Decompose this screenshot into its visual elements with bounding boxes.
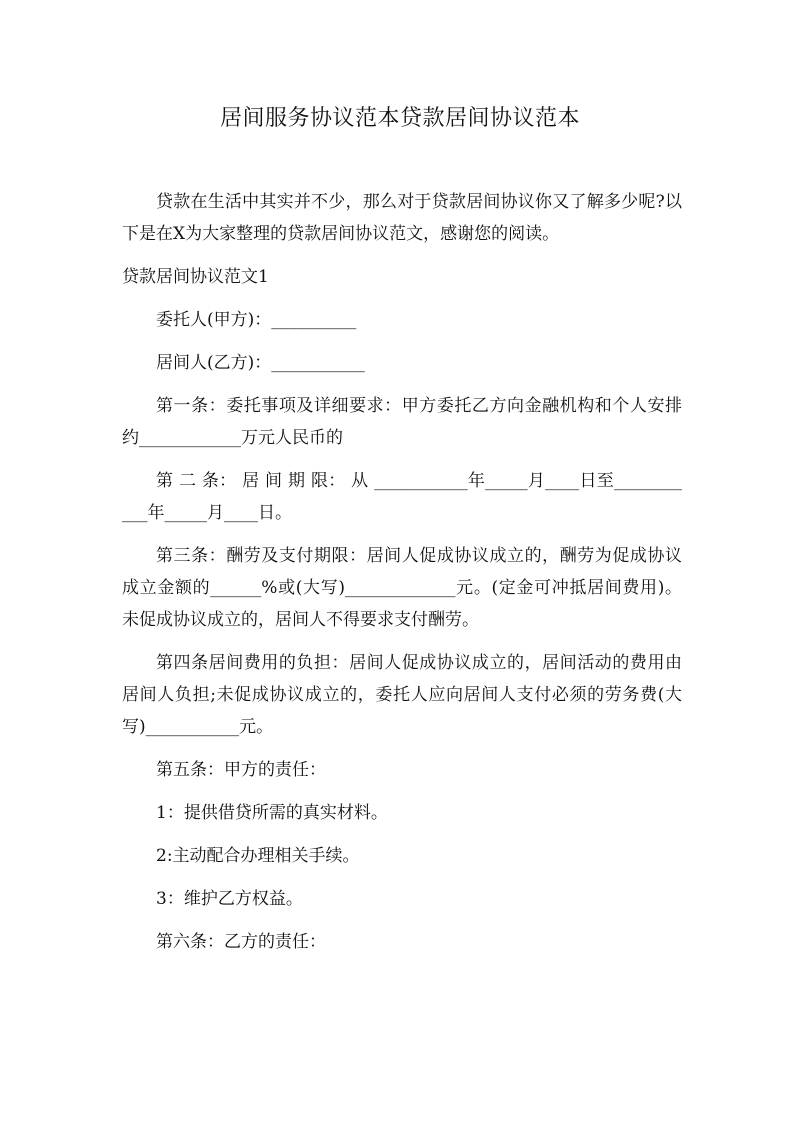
article-5: 第五条：甲方的责任：	[156, 760, 326, 780]
party-a-line: 委托人(甲方)：__________	[156, 310, 357, 330]
article-6: 第六条：乙方的责任：	[156, 932, 326, 952]
article-3: 第三条：酬劳及支付期限：居间人促成协议成立的，酬劳为促成协议成立金额的______%或(大写)_____________元。(定金可冲抵居间费用)。未促成协议成立的，居间人不得要求支付酬劳。	[122, 546, 682, 630]
document-body	[122, 186, 682, 969]
section-heading: 贷款居间协议范文1	[122, 267, 269, 287]
list-item-2: 2:主动配合办理相关手续。	[156, 846, 360, 866]
article-1: 第一条：委托事项及详细要求：甲方委托乙方向金融机构和个人安排约____________万元人民币的	[122, 396, 682, 448]
article-2: 第 二 条： 居 间 期 限： 从 ___________年_____月____日至___________年_____月____日。	[122, 471, 682, 523]
list-item-1: 1：提供借贷所需的真实材料。	[156, 803, 388, 823]
list-item-3: 3：维护乙方权益。	[156, 889, 303, 909]
article-4: 第四条居间费用的负担：居间人促成协议成立的，居间活动的费用由居间人负担;未促成协议成立的，委托人应向居间人支付必须的劳务费(大写)___________元。	[122, 653, 682, 737]
party-b-line: 居间人(乙方)：___________	[156, 353, 365, 373]
intro-paragraph: 贷款在生活中其实并不少，那么对于贷款居间协议你又了解多少呢?以下是在X为大家整理的贷款居间协议范文，感谢您的阅读。	[122, 192, 682, 244]
document-title: 居间服务协议范本贷款居间协议范本	[219, 106, 580, 131]
